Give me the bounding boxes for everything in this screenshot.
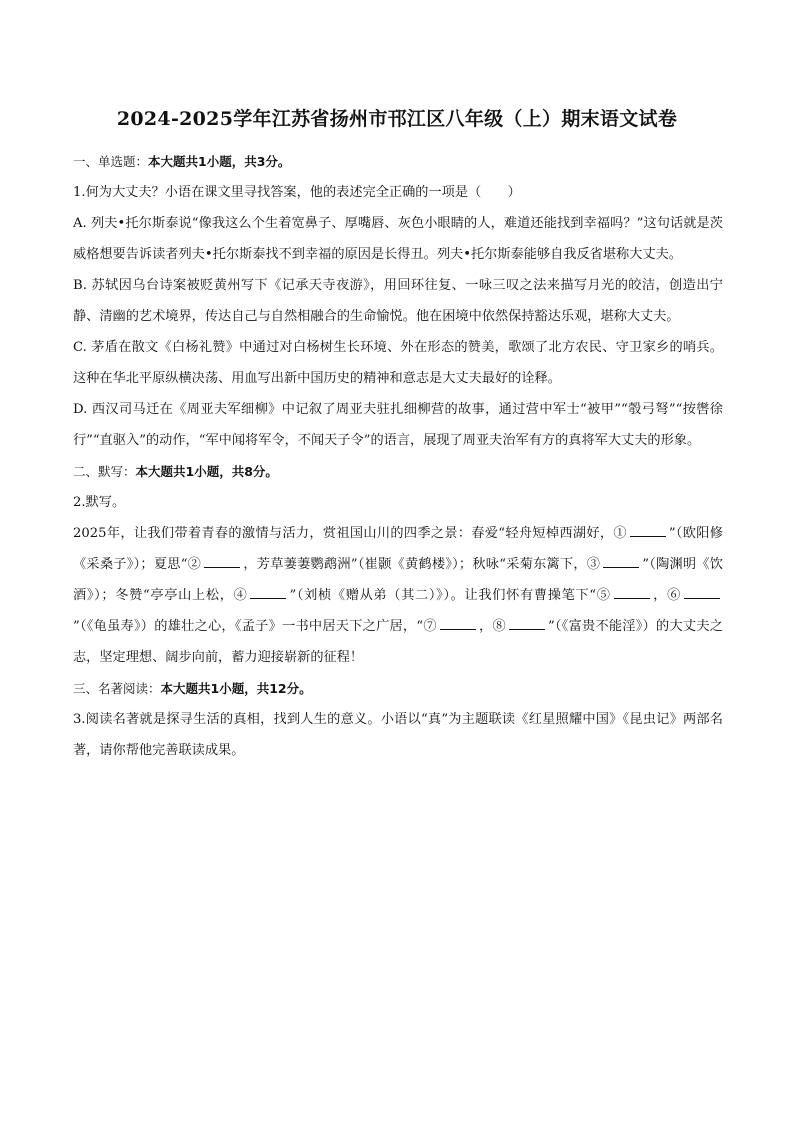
q2-text-1: 2025年，让我们带着青春的激情与活力，赏祖国山川的四季之景：春爱“轻舟短棹西湖好，① — [73, 526, 627, 541]
question-1-option-c: C. 茅盾在散文《白杨礼赞》中通过对白杨树生长环境、外在形态的赞美，歌颂了北方农民、守卫家乡的哨兵。这种在华北平原纵横决荡、用血写出新中国历史的精神和意志是大丈夫最好的诠释。 — [73, 340, 723, 386]
answer-blank-1[interactable] — [630, 522, 666, 537]
section-heading-single-choice — [73, 146, 723, 177]
question-1-stem: 1.何为大丈夫？小语在课文里寻找答案，他的表述完全正确的一项是（ ） — [73, 185, 521, 200]
section-heading-text: 一、单选题： — [73, 154, 149, 169]
answer-blank-4[interactable] — [250, 584, 286, 599]
exam-content — [73, 146, 723, 766]
q2-text-3: ，芳草萋萋鹦鹉洲”（崔颢《黄鹤楼》）；秋咏“采菊东篱下，③ — [243, 557, 601, 572]
q2-text-8: ，⑧ — [478, 619, 506, 634]
answer-blank-5[interactable] — [614, 584, 650, 599]
exam-title: 2024-2025学年江苏省扬州市邗江区八年级（上）期末语文试卷 — [116, 108, 678, 130]
q2-text-6: ，⑥ — [652, 588, 681, 603]
answer-blank-8[interactable] — [509, 615, 545, 630]
section-heading-text: 二、默写： — [73, 464, 136, 479]
question-3-stem: 3.阅读名著就是探寻生活的真相，找到人生的意义。小语以“真”为主题联读《红星照耀中国》《昆虫记》两部名著，请你帮他完善联读成果。 — [73, 712, 723, 758]
q2-text-4: ”（陶渊明《饮酒》）；冬赞“亭亭山上松，④ — [73, 557, 723, 603]
section-heading-detail: 本大题共1小题，共12分。 — [160, 681, 312, 696]
q2-text-7: ”（《龟虽寿》）的雄壮之心，《孟子》一书中居天下之广居，“⑦ — [73, 619, 437, 634]
answer-blank-3[interactable] — [603, 553, 639, 568]
q2-text-5: ”（刘桢《赠从弟（其二）》）。让我们怀有曹操笔下“⑤ — [289, 588, 611, 603]
section-heading-detail: 本大题共1小题，共3分。 — [148, 154, 291, 169]
q2-text-9: ”（《富贵不能淫》）的大丈夫之志，坚定理想、阔步向前，蓄力迎接崭新的征程！ — [73, 619, 723, 665]
question-1-option-b: B. 苏轼因乌台诗案被贬黄州写下《记承天寺夜游》，用回环往复、一咏三叹之法来描写月光的皎洁，创造出宁静、清幽的艺术境界，传达自己与自然相融合的生命愉悦。他在困境中依然保持豁达乐观，堪称大丈夫。 — [73, 278, 723, 324]
answer-blank-7[interactable] — [440, 615, 476, 630]
section-heading-text: 三、名著阅读： — [73, 681, 161, 696]
question-2-stem: 2.默写。 — [73, 495, 126, 510]
answer-blank-6[interactable] — [684, 584, 720, 599]
question-1-option-d: D. 西汉司马迁在《周亚夫军细柳》中记叙了周亚夫驻扎细柳营的故事，通过营中军士“被甲”“彀弓弩”“按辔徐行”“直驱入”的动作，“军中闻将军令，不闻天子令”的语言，展现了周亚夫治军有方的真将军大丈夫的形象。 — [73, 402, 723, 448]
question-2-body — [73, 518, 723, 673]
section-heading-classic-reading — [73, 673, 723, 704]
question-1-option-a: A. 列夫•托尔斯泰说“像我这么个生着宽鼻子、厚嘴唇、灰色小眼睛的人，难道还能找到幸福吗？”这句话就是茨威格想要告诉读者列夫•托尔斯泰找不到幸福的原因是长得丑。列夫•托尔斯泰能够自我反省堪称大丈夫。 — [73, 216, 723, 262]
section-heading-dictation — [73, 456, 723, 487]
section-heading-detail: 本大题共1小题，共8分。 — [135, 464, 278, 479]
answer-blank-2[interactable] — [204, 553, 240, 568]
q2-text-2: ”（欧阳修《采桑子》）；夏思“② — [73, 526, 723, 572]
